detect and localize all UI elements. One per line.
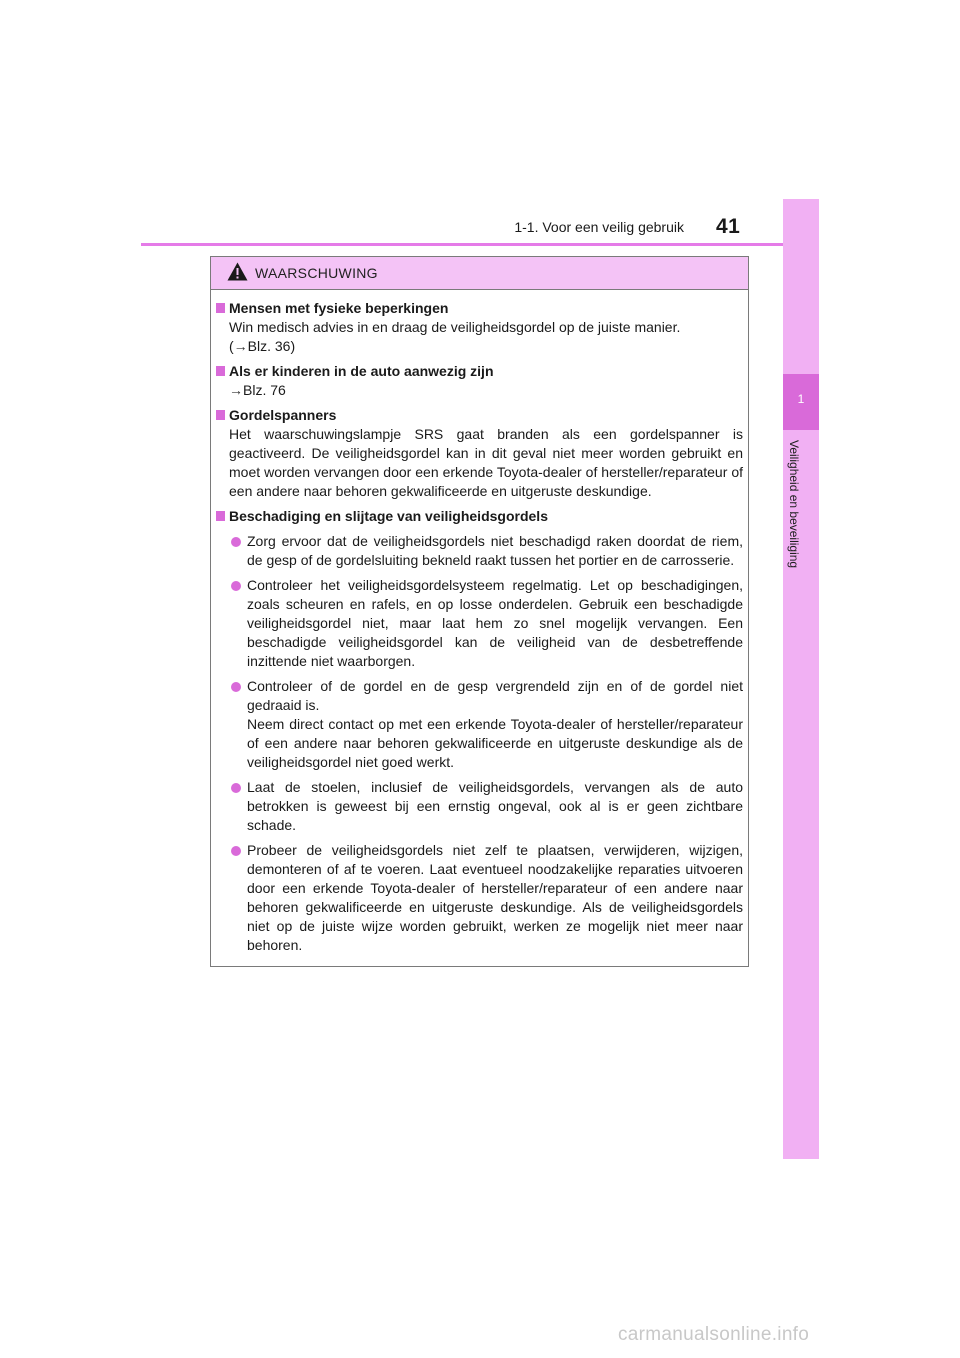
section-title: Gordelspanners [216, 406, 743, 425]
warning-header [211, 257, 748, 290]
list-item: Controleer het veiligheidsgordelsysteem regelmatig. Let op beschadigingen, zoals scheuren en rafels, en op losse onderdelen. Gebruik een beschadigde veiligheidsgordel niet, maar laat hem zo snel mogelijk vervangen. Een beschadigde veiligheidsgordel kan de veiligheid van de desbetreffende inzittende niet waarborgen. [216, 576, 743, 671]
list-item: Probeer de veiligheidsgordels niet zelf te plaatsen, verwijderen, wijzigen, demonteren of af te voeren. Laat eventueel noodzakelijke reparaties uitvoeren door een erkende Toyota-dealer of hersteller/reparateur of een andere naar behoren gekwalificeerde en uitgeruste deskundige. Als de veiligheidsgordels niet op de juiste wijze worden gebruikt, werken ze mogelijk niet meer naar behoren. [216, 841, 743, 955]
round-bullet-icon [231, 581, 241, 591]
section-text [216, 381, 743, 400]
section-pretensioners [216, 406, 743, 501]
page-reference-link[interactable]: Blz. 36) [247, 338, 296, 354]
section-physical-limitations [216, 299, 743, 356]
section-title: Mensen met fysieke beperkingen [216, 299, 743, 318]
chapter-number: 1 [797, 392, 805, 406]
section-text: Het waarschuwingslampje SRS gaat branden als een gordelspanner is geactiveerd. De veiligheidsgordel kan in dit geval niet meer worden gebruikt en moet worden vervangen door een erkende Toyota-dealer of hersteller/reparateur of een andere naar behoren gekwalificeerde en uitgeruste deskundige. [229, 426, 743, 499]
square-bullet-icon [216, 511, 225, 521]
page-reference-link[interactable]: Blz. 76 [243, 382, 286, 398]
square-bullet-icon [216, 303, 225, 313]
warning-box [210, 256, 749, 967]
section-title: Beschadiging en slijtage van veiligheidsgordels [216, 507, 743, 526]
round-bullet-icon [231, 682, 241, 692]
chapter-side-tab [783, 199, 819, 1159]
header-rule [141, 243, 819, 246]
section-header: 1-1. Voor een veilig gebruik [514, 219, 684, 235]
section-text: Win medisch advies in en draag de veiligheidsgordel op de juiste manier. (→Blz. 36) [229, 319, 681, 354]
section-damage-wear [216, 507, 743, 955]
warning-title: WAARSCHUWING [255, 265, 378, 281]
page-number: 41 [716, 215, 741, 238]
list-item: Laat de stoelen, inclusief de veiligheidsgordels, vervangen als de auto betrokken is geweest bij een ernstig ongeval, ook al is er geen zichtbare schade. [216, 778, 743, 835]
section-title: Als er kinderen in de auto aanwezig zijn [216, 362, 743, 381]
chapter-label: Veiligheid en beveiliging [787, 440, 801, 569]
list-item: Zorg ervoor dat de veiligheidsgordels niet beschadigd raken doordat de riem, de gesp of de gordelsluiting bekneld raakt tussen het portier en de carrosserie. [216, 532, 743, 570]
round-bullet-icon [231, 783, 241, 793]
warning-body [216, 299, 743, 961]
round-bullet-icon [231, 537, 241, 547]
warning-triangle-icon [227, 262, 248, 281]
section-children [216, 362, 743, 400]
square-bullet-icon [216, 410, 225, 420]
round-bullet-icon [231, 846, 241, 856]
watermark: carmanualsonline.info [618, 1324, 810, 1345]
arrow-icon: → [233, 338, 248, 354]
list-item: Controleer of de gordel en de gesp vergrendeld zijn en of de gordel niet gedraaid is. Neem direct contact op met een erkende Toyota-dealer of hersteller/reparateur of een andere naar behoren gekwalificeerde en uitgeruste deskundige als de veiligheidsgordel niet goed werkt. [216, 677, 743, 772]
arrow-icon: → [229, 382, 243, 398]
square-bullet-icon [216, 366, 225, 376]
